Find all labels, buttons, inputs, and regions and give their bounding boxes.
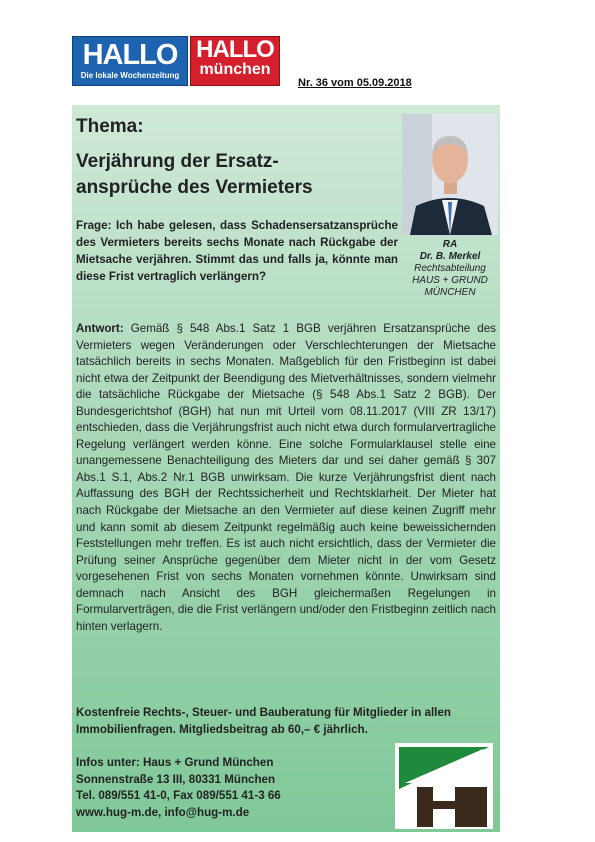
- answer-text: Gemäß § 548 Abs.1 Satz 1 BGB verjähren Ersatzansprüche des Vermieters wegen Veränderungen oder Verschlechterungen der Mietsache tatsächlich bereits in sechs Monaten. Maßgeblich für den Fristbeginn ist dabei nicht etwa der Zeitpunkt der Beendigung des Mietverhältnisses, sondern vielmehr die tatsächliche Rückgabe der Mietsache (§ 548 Abs.1 Satz 2 BGB). Der Bundesgerichtshof (BGH) hat nun mit Urteil vom 08.11.2017 (VIII ZR 13/17) entschieden, dass die Verjährungsfrist auch nicht etwa durch formularvertragliche Regelung verlängert werden könne. Eine solche Formularklausel stelle eine unangemessene Benachteiligung des Mieters dar und sei daher gemäß § 307 Abs.1 S.1, Abs.2 Nr.1 BGB unwirksam. Die kurze Verjährungsfrist dient nach Auffassung des BGH der Rechtssicherheit und Rechtsklarheit. Der Mieter hat nach Rückgabe der Mietsache an den Vermieter auf diese keinen Zugriff mehr und kann somit ab diesem Zeitpunkt regelmäßig auch keine beweissichernden Feststellungen mehr treffen. Es ist auch nicht ersichtlich, dass der Vermieter die Prüfung seiner Ansprüche gegenüber dem Mieter nicht in der vom Gesetz vorgesehenen Frist von sechs Monaten vornehmen könnte. Unwirksam sind demnach nach Ansicht des BGH gleichermaßen Regelungen in Formularverträgen, die die Frist verlängern und/oder den Fristbeginn zeitlich nach hinten verlagern.: [76, 322, 496, 633]
- offer-text: Kostenfreie Rechts-, Steuer- und Bauberatung für Mitglieder in allen Immobilienfragen. Mitgliedsbeitrag ab 60,– € jährlich.: [76, 706, 451, 736]
- hallo-muenchen-logo-city: münchen: [199, 61, 271, 78]
- author-name: Dr. B. Merkel: [419, 251, 481, 262]
- answer-label: Antwort:: [76, 322, 124, 335]
- hallo-muenchen-logo-text: HALLO: [196, 36, 274, 63]
- haus-und-grund-logo: [395, 743, 493, 829]
- answer-paragraph: [76, 321, 496, 635]
- contact-line-1: Infos unter: Haus + Grund München: [76, 756, 274, 769]
- contact-block: [76, 755, 396, 821]
- author-city: MÜNCHEN: [424, 287, 476, 298]
- article-title: Verjährung der Ersatz- ansprüche des Vermieters: [76, 151, 313, 198]
- hallo-muenchen-logo: [190, 36, 280, 86]
- author-photo: [402, 114, 498, 235]
- author-department: Rechtsabteilung: [414, 263, 486, 274]
- hallo-logo: [72, 36, 188, 86]
- question-text: Frage: Ich habe gelesen, dass Schadensersatzansprüche des Vermieters bereits sechs Monate nach Rückgabe der Mietsache verjähren. Stimmt das und falls ja, könnte man diese Frist vertraglich verlängern?: [76, 219, 398, 283]
- author-title: RA: [442, 239, 458, 250]
- hallo-logo-tagline: Die lokale Wochenzeitung: [80, 71, 180, 80]
- contact-web: www.hug-m.de, info@hug-m.de: [76, 805, 250, 819]
- author-caption: [402, 239, 498, 299]
- author-org: HAUS + GRUND: [412, 275, 488, 286]
- contact-phone: Tel. 089/551 41-0, Fax 089/551 41-3 66: [76, 789, 281, 802]
- hallo-logo-text: HALLO: [82, 39, 178, 71]
- section-label: Thema:: [76, 116, 144, 137]
- contact-address: Sonnenstraße 13 III, 80331 München: [76, 772, 276, 786]
- issue-date: Nr. 36 vom 05.09.2018: [298, 77, 412, 89]
